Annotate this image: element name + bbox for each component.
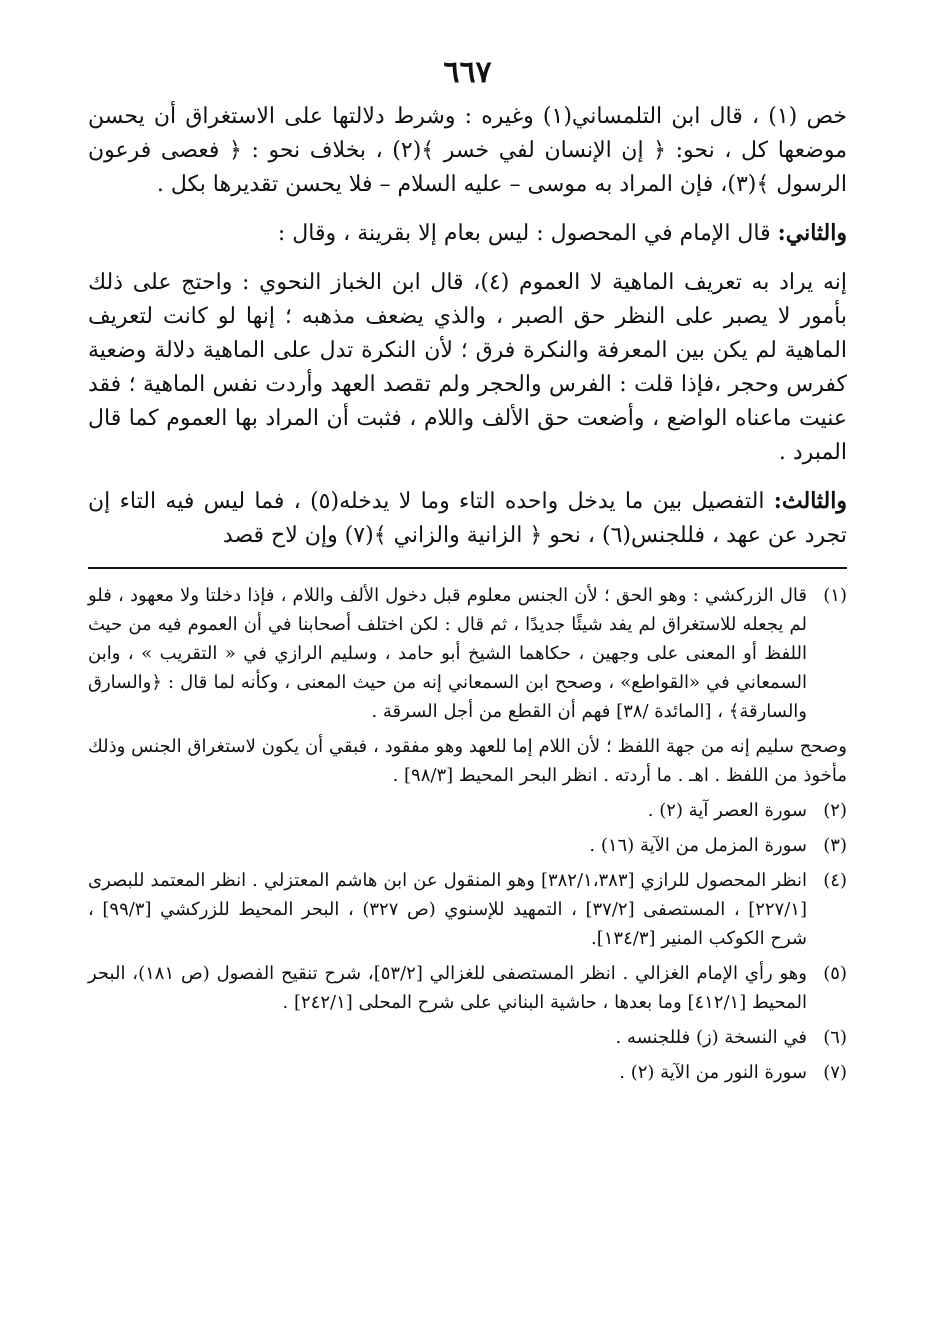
- body-paragraph-1: [88, 99, 847, 202]
- footnotes: [88, 581, 847, 1087]
- paragraph-text: خص (١) ، قال ابن التلمساني(١) وغيره : وشرط دلالتها على الاستغراق أن يحسن موضعها كل ، نحو: ﴿ إن الإنسان لفي خسر ﴾(٢) ، بخلاف نحو : ﴿ فعصى فرعون الرسول ﴾(٣)، فإن المراد به موسى – عليه السلام – فلا يحسن تقديرها بكل .: [88, 104, 848, 197]
- footnote: [88, 1023, 847, 1052]
- footnote-number: (٦): [823, 1027, 847, 1048]
- footnote-number: (٣): [823, 835, 847, 856]
- footnote-text: قال الزركشي : وهو الحق ؛ لأن الجنس معلوم قبل دخول الألف واللام ، فإذا دخلتا ولا معهود ، فلو لم يجعله للاستغراق لم يفد شيئًا جديدًا ، ثم قال : لكن اختلف أصحابنا في أن العموم فيه من حيث اللفظ أو المعنى على وجهين ، حكاهما الشيخ أبو حامد ، وسليم الرازي في « التقريب » ، وابن السمعاني في «القواطع» ، وصحح ابن السمعاني إنه من حيث المعنى ، وكأنه لما قال : ﴿والسارق والسارقة﴾ ، [المائدة /٣٨] فهم أن القطع من أجل السرقة .: [88, 585, 807, 722]
- footnote: [88, 866, 847, 953]
- paragraph-lead: والثالث:: [773, 488, 847, 514]
- footnote-continuation: وصحح سليم إنه من جهة اللفظ ؛ لأن اللام إما للعهد وهو مفقود ، فبقي أن يكون لاستغراق الجنس وذلك مأخوذ من اللفظ . اهـ . ما أردته . انظر البحر المحيط [٩٨/٣] .: [88, 736, 847, 786]
- footnote: [88, 1058, 847, 1087]
- main-text: [88, 99, 847, 553]
- footnote: [88, 796, 847, 825]
- body-paragraph-3: [88, 265, 847, 470]
- footnote-text: وهو رأي الإمام الغزالي . انظر المستصفى للغزالي [٥٣/٢]، شرح تنقيح الفصول (ص ١٨١)، البحر المحيط [٤١٢/١] وما بعدها ، حاشية البناني على شرح المحلى [٢٤٢/١] .: [88, 963, 807, 1013]
- document-page: [88, 55, 847, 1093]
- footnote-text: سورة العصر آية (٢) .: [647, 800, 807, 821]
- body-paragraph-2: [88, 216, 847, 251]
- footnote-text: في النسخة (ز) فللجنسه .: [615, 1027, 807, 1048]
- footnote-1-block: [88, 581, 847, 790]
- footnote: [88, 959, 847, 1017]
- page-number: ٦٦٧: [443, 55, 492, 90]
- body-paragraph-4: [88, 484, 847, 553]
- footnote: [88, 581, 847, 726]
- footnote-number: (٧): [823, 1062, 847, 1083]
- footnote-number: (٥): [823, 963, 847, 984]
- footnote-text: سورة المزمل من الآية (١٦) .: [589, 835, 807, 856]
- footnote-number: (٢): [823, 800, 847, 821]
- footnote-separator: [88, 567, 847, 569]
- footnote: [88, 831, 847, 860]
- paragraph-text: إنه يراد به تعريف الماهية لا العموم (٤)، قال ابن الخباز النحوي : واحتج على ذلك بأمور لا يصبر على النظر حق الصبر ، والذي يضعف مذهبه ؛ إنها لو كانت لتعريف الماهية لم يكن بين المعرفة والنكرة فرق ؛ لأن النكرة تدل على الماهية دلالة وضعية كفرس وحجر ،فإذا قلت : الفرس والحجر ولم تقصد العهد وأردت نفس الماهية ؛ فقد عنيت ماعناه الواضع ، وأضعت حق الألف واللام ، فثبت أن المراد بها العموم كما قال المبرد .: [88, 270, 847, 465]
- paragraph-lead: والثاني:: [777, 220, 847, 246]
- footnote-number: (١): [823, 585, 847, 606]
- footnote-text: انظر المحصول للرازي [٣٨٢/١،٣٨٣] وهو المنقول عن ابن هاشم المعتزلي . انظر المعتمد للبصرى [٢٢٧/١] ، المستصفى [٣٧/٢] ، التمهيد للإسنوي (ص ٣٢٧) ، البحر المحيط للزركشي [٩٩/٣] ، شرح الكوكب المنير [١٣٤/٣].: [88, 870, 807, 949]
- paragraph-text: التفصيل بين ما يدخل واحده التاء وما لا يدخله(٥) ، فما ليس فيه التاء إن تجرد عن عهد ، فللجنس(٦) ، نحو ﴿ الزانية والزاني ﴾(٧) وإن لاح قصد: [88, 489, 847, 548]
- paragraph-text: قال الإمام في المحصول : ليس بعام إلا بقرينة ، وقال :: [277, 221, 778, 246]
- footnote-text: سورة النور من الآية (٢) .: [619, 1062, 807, 1083]
- footnote-number: (٤): [823, 870, 847, 891]
